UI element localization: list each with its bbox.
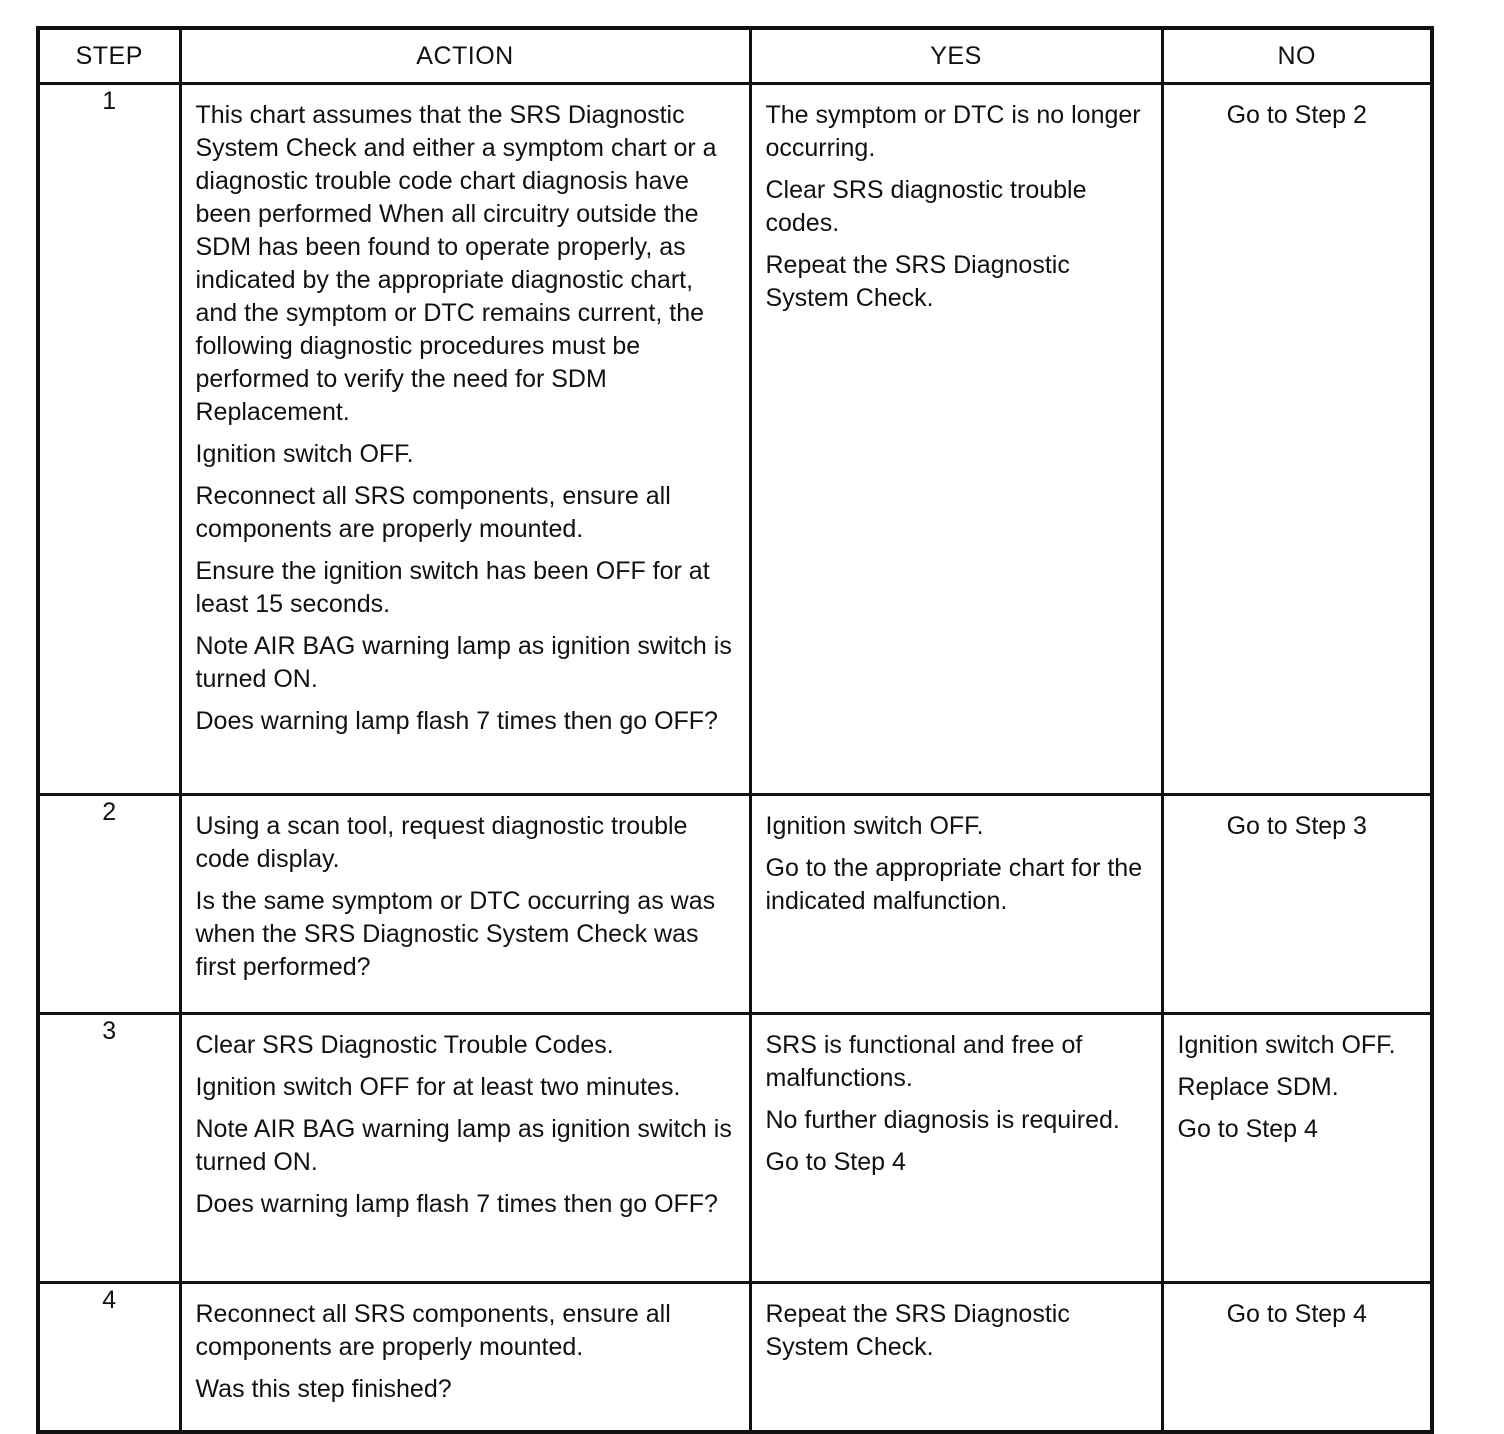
header-action: ACTION <box>180 28 750 84</box>
action-cell <box>180 1283 750 1433</box>
action-text: Does warning lamp flash 7 times then go OFF? <box>195 1190 718 1218</box>
no-text: Go to Step 4 <box>1177 1115 1318 1143</box>
yes-text: The symptom or DTC is no longer occurring. <box>765 101 1141 162</box>
yes-text: Repeat the SRS Diagnostic System Check. <box>765 1300 1070 1361</box>
yes-text: Go to the appropriate chart for the indicated malfunction. <box>765 854 1143 915</box>
yes-text: Ignition switch OFF. <box>765 812 984 840</box>
table-row <box>38 795 1432 1014</box>
table-row <box>38 1014 1432 1283</box>
step-number-text: 1 <box>102 87 117 115</box>
action-text: Ignition switch OFF. <box>195 440 414 468</box>
action-cell <box>180 84 750 795</box>
step-number-text: 3 <box>102 1017 117 1045</box>
action-text: Reconnect all SRS components, ensure all components are properly mounted. <box>195 1300 671 1361</box>
action-cell <box>180 795 750 1014</box>
step-number-text: 4 <box>102 1286 117 1314</box>
yes-text: Repeat the SRS Diagnostic System Check. <box>765 251 1070 312</box>
step-number <box>38 84 180 795</box>
no-text: Go to Step 2 <box>1226 101 1367 129</box>
yes-cell <box>750 795 1162 1014</box>
action-cell <box>180 1014 750 1283</box>
yes-cell <box>750 1283 1162 1433</box>
yes-text: Clear SRS diagnostic trouble codes. <box>765 176 1087 237</box>
step-number-text: 2 <box>102 798 117 826</box>
action-text: Reconnect all SRS components, ensure all components are properly mounted. <box>195 482 671 543</box>
action-text: Note AIR BAG warning lamp as ignition switch is turned ON. <box>195 632 732 693</box>
yes-text: SRS is functional and free of malfunctions. <box>765 1031 1083 1092</box>
action-text: This chart assumes that the SRS Diagnostic System Check and either a symptom chart or a diagnostic trouble code chart diagnosis have been performed When all circuitry outside the SDM has been found to operate properly, as indicated by the appropriate diagnostic chart, and the symptom or DTC remains current, the following diagnostic procedures must be performed to verify the need for SDM Replacement. <box>195 101 717 426</box>
step-number <box>38 795 180 1014</box>
yes-text: No further diagnosis is required. <box>765 1106 1120 1134</box>
action-text: Is the same symptom or DTC occurring as was when the SRS Diagnostic System Check was first performed? <box>195 887 716 981</box>
no-text: Go to Step 4 <box>1226 1300 1367 1328</box>
action-text: Clear SRS Diagnostic Trouble Codes. <box>195 1031 614 1059</box>
no-text: Go to Step 3 <box>1226 812 1367 840</box>
yes-text: Go to Step 4 <box>765 1148 906 1176</box>
action-text: Ensure the ignition switch has been OFF for at least 15 seconds. <box>195 557 710 618</box>
step-number <box>38 1283 180 1433</box>
header-step: STEP <box>38 28 180 84</box>
no-text: Replace SDM. <box>1177 1073 1339 1101</box>
no-cell <box>1162 795 1432 1014</box>
table-row <box>38 1283 1432 1433</box>
no-cell <box>1162 84 1432 795</box>
action-text: Using a scan tool, request diagnostic trouble code display. <box>195 812 688 873</box>
header-yes: YES <box>750 28 1162 84</box>
header-no: NO <box>1162 28 1432 84</box>
action-text: Note AIR BAG warning lamp as ignition switch is turned ON. <box>195 1115 732 1176</box>
yes-cell <box>750 84 1162 795</box>
no-text: Ignition switch OFF. <box>1177 1031 1396 1059</box>
no-cell <box>1162 1283 1432 1433</box>
diagnostic-table <box>36 26 1434 1434</box>
action-text: Ignition switch OFF for at least two minutes. <box>195 1073 681 1101</box>
action-text: Does warning lamp flash 7 times then go OFF? <box>195 707 718 735</box>
table-header-row <box>38 28 1432 84</box>
no-cell <box>1162 1014 1432 1283</box>
table-row <box>38 84 1432 795</box>
yes-cell <box>750 1014 1162 1283</box>
step-number <box>38 1014 180 1283</box>
action-text: Was this step finished? <box>195 1375 452 1403</box>
